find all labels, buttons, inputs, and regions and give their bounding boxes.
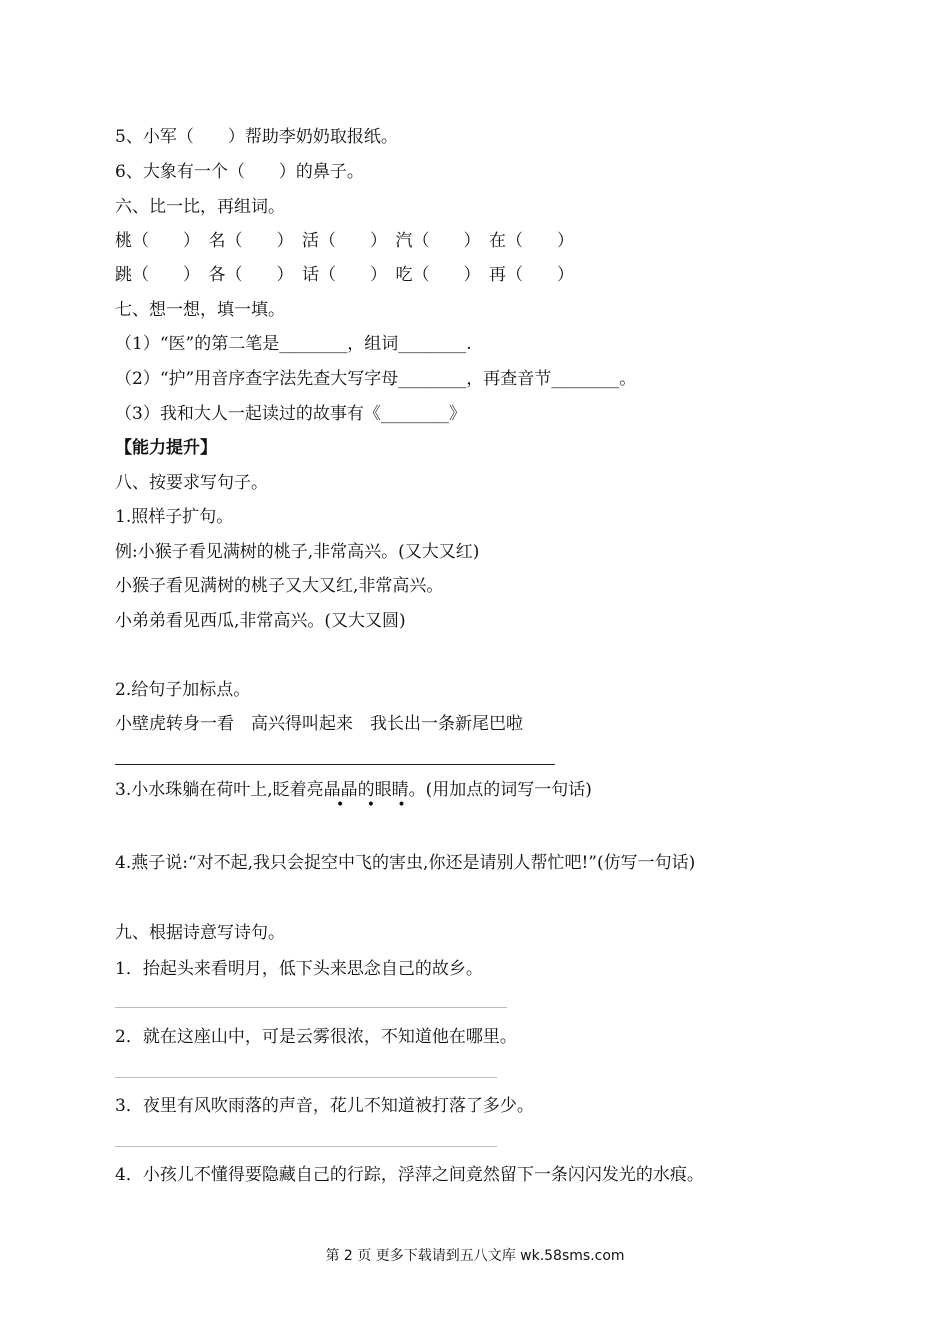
section-9-heading: 九、根据诗意写诗句。: [115, 923, 285, 943]
task-1-prompt: 小弟弟看见西瓜,非常高兴。(又大又圆): [115, 611, 406, 631]
poem-item-1: 1．抬起头来看明月，低下头来思念自己的故乡。: [115, 959, 483, 979]
task-4-prompt: 4.燕子说:“对不起,我只会捉空中飞的害虫,你还是请别人帮忙吧!”(仿写一句话): [115, 853, 696, 873]
task-2-sentence: 小壁虎转身一看 高兴得叫起来 我长出一条新尾巴啦: [115, 714, 523, 734]
answer-line: [115, 764, 555, 765]
section-7-heading: 七、想一想，填一填。: [115, 300, 285, 320]
fill-item-2: （2）“护”用音序查字法先查大写字母________，再查音节________。: [115, 369, 637, 389]
poem-item-2: 2．就在这座山中，可是云雾很浓，不知道他在哪里。: [115, 1027, 517, 1047]
section-6-heading: 六、比一比，再组词。: [115, 197, 285, 217]
section-8-heading: 八、按要求写句子。: [115, 473, 268, 493]
task-3-prompt: 3.小水珠躺在荷叶上,眨着亮晶晶的眼睛。(用加点的词写一句话): [115, 780, 592, 800]
example-answer: 小猴子看见满树的桃子又大又红,非常高兴。: [115, 576, 444, 596]
example-line: 例:小猴子看见满树的桃子,非常高兴。(又大又红): [115, 542, 480, 562]
page-footer: 第 2 页 更多下载请到五八文库 wk.58sms.com: [325, 1248, 625, 1264]
compare-row-2: 跳（ ） 各（ ） 话（ ） 吃（ ） 再（ ）: [115, 265, 574, 285]
emphasis-dots: • • •: [336, 797, 415, 813]
task-2-heading: 2.给句子加标点。: [115, 680, 251, 700]
poem-item-4: 4．小孩儿不懂得要隐藏自己的行踪，浮萍之间竟然留下一条闪闪发光的水痕。: [115, 1165, 704, 1185]
answer-line: [115, 1146, 497, 1147]
answer-line: [115, 1007, 507, 1008]
task-1-heading: 1.照样子扩句。: [115, 507, 234, 527]
fill-item-1: （1）“医”的第二笔是________，组词________.: [115, 334, 472, 354]
poem-item-3: 3．夜里有风吹雨落的声音，花儿不知道被打落了多少。: [115, 1096, 534, 1116]
ability-heading: 【能力提升】: [115, 438, 217, 458]
line-q5: 5、小军（ ）帮助李奶奶取报纸。: [115, 127, 398, 147]
compare-row-1: 桃（ ） 名（ ） 活（ ） 汽（ ） 在（ ）: [115, 231, 574, 251]
line-q6: 6、大象有一个（ ）的鼻子。: [115, 162, 364, 182]
fill-item-3: （3）我和大人一起读过的故事有《________》: [115, 404, 466, 424]
answer-line: [115, 1077, 497, 1078]
